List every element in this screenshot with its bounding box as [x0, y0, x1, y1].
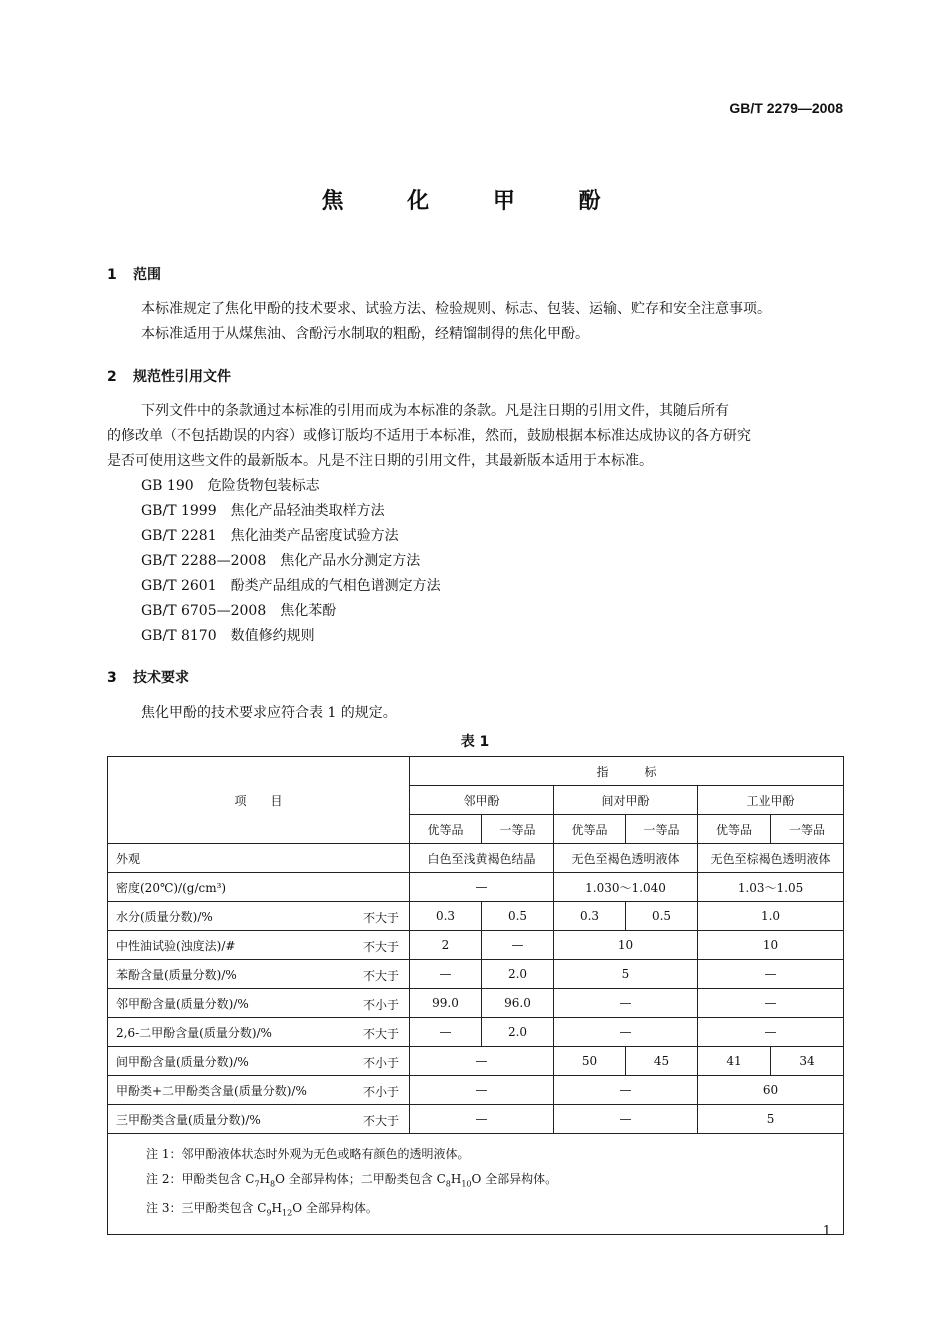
- table-cell: —: [698, 989, 844, 1018]
- table-row: [108, 1047, 844, 1076]
- scope-paragraph-1: 本标准规定了焦化甲酚的技术要求、试验方法、检验规则、标志、包装、运输、贮存和安全注意事项。: [141, 301, 771, 317]
- limit-qualifier: 不大于: [362, 911, 399, 925]
- table-cell: 0.3: [410, 902, 482, 931]
- limit-qualifier: 不小于: [362, 1085, 399, 1099]
- table-cell: 2: [410, 931, 482, 960]
- section-number: 3: [107, 670, 117, 686]
- table-row: [108, 960, 844, 989]
- row-label-text: 三甲酚类含量(质量分数)/%: [116, 1112, 261, 1127]
- page-number: 1: [822, 1224, 831, 1239]
- table-cell: 34: [771, 1047, 844, 1076]
- table-cell: 45: [626, 1047, 698, 1076]
- table-row: [108, 844, 844, 873]
- note-text: 注 2：甲酚类包含 C: [146, 1172, 255, 1186]
- reference-item: [141, 499, 385, 524]
- grade-header: 优等品: [698, 815, 771, 844]
- row-label-text: 中性油试验(浊度法)/#: [116, 938, 236, 953]
- table-row: [108, 931, 844, 960]
- table-cell: 1.030～1.040: [554, 873, 698, 902]
- limit-qualifier: 不大于: [362, 940, 399, 954]
- table-cell: 0.3: [554, 902, 626, 931]
- table-cell: 5: [554, 960, 698, 989]
- section-number: 2: [107, 369, 117, 385]
- table-cell: 2.0: [482, 1018, 554, 1047]
- table-row: [108, 1018, 844, 1047]
- grade-header: 一等品: [626, 815, 698, 844]
- scope-paragraph-2: 本标准适用于从煤焦油、含酚污水制取的粗酚，经精馏制得的焦化甲酚。: [141, 326, 589, 342]
- table-cell: 1.03～1.05: [698, 873, 844, 902]
- section-number: 1: [107, 267, 117, 283]
- reference-item: [141, 524, 399, 549]
- limit-qualifier: 不小于: [362, 1056, 399, 1070]
- table-cell: —: [410, 1105, 554, 1134]
- table-cell: 10: [698, 931, 844, 960]
- table-note-1: 注 1：邻甲酚液体状态时外观为无色或略有颜色的透明液体。: [146, 1147, 470, 1161]
- note-subscript: 7: [254, 1179, 260, 1189]
- note-text: H: [271, 1201, 283, 1216]
- limit-qualifier: 不小于: [362, 998, 399, 1012]
- table-cell: 无色至棕褐色透明液体: [698, 844, 844, 873]
- row-label: [108, 902, 410, 931]
- table-cell: —: [482, 931, 554, 960]
- note-text: O 全部异构体；二甲酚类包含 C: [275, 1172, 446, 1186]
- table-cell: —: [410, 873, 554, 902]
- limit-qualifier: 不大于: [362, 1027, 399, 1041]
- reference-code: GB/T 6705—2008: [141, 603, 267, 619]
- references-intro-line-3: 是否可使用这些文件的最新版本。凡是不注日期的引用文件，其最新版本适用于本标准。: [107, 453, 653, 469]
- reference-item: [141, 474, 320, 499]
- document-title: 焦 化 甲 酚: [321, 189, 629, 214]
- reference-name: 焦化产品轻油类取样方法: [230, 503, 385, 519]
- section-title: 规范性引用文件: [133, 369, 231, 385]
- limit-qualifier: 不大于: [362, 969, 399, 983]
- group-header: 邻甲酚: [410, 786, 554, 815]
- section-1-heading: [107, 264, 161, 284]
- note-subscript: 9: [266, 1208, 272, 1218]
- standard-code: GB/T 2279—2008: [729, 100, 843, 116]
- table-cell: 96.0: [482, 989, 554, 1018]
- reference-code: GB/T 2281: [141, 528, 217, 544]
- table-row: [108, 989, 844, 1018]
- reference-item: [141, 574, 441, 599]
- note-subscript: 12: [282, 1208, 293, 1218]
- reference-name: 危险货物包装标志: [207, 478, 320, 494]
- note-subscript: 10: [461, 1179, 472, 1189]
- row-label: [108, 1018, 410, 1047]
- table-cell: —: [554, 1076, 698, 1105]
- row-label-text: 2,6-二甲酚含量(质量分数)/%: [116, 1025, 272, 1040]
- table-row: [108, 1105, 844, 1134]
- table-cell: 无色至褐色透明液体: [554, 844, 698, 873]
- table-cell: 5: [698, 1105, 844, 1134]
- row-label: [108, 1047, 410, 1076]
- reference-name: 焦化产品水分测定方法: [280, 553, 421, 569]
- table-row: [108, 1076, 844, 1105]
- row-label: 外观: [108, 844, 410, 873]
- group-header: 工业甲酚: [698, 786, 844, 815]
- table-header-row: [108, 757, 844, 786]
- row-label: [108, 989, 410, 1018]
- reference-name: 焦化苯酚: [280, 603, 337, 619]
- table-cell: 1.0: [698, 902, 844, 931]
- reference-code: GB/T 2288—2008: [141, 553, 267, 569]
- reference-code: GB 190: [141, 478, 194, 494]
- indicator-header: 指 标: [410, 757, 844, 786]
- table-cell: —: [410, 1018, 482, 1047]
- grade-header: 一等品: [771, 815, 844, 844]
- row-label: [108, 960, 410, 989]
- row-label-text: 间甲酚含量(质量分数)/%: [116, 1054, 249, 1069]
- references-intro-line-2: 的修改单（不包括勘误的内容）或修订版均不适用于本标准，然而，鼓励根据本标准达成协议的各方研究: [107, 428, 751, 444]
- row-label-text: 水分(质量分数)/%: [116, 909, 213, 924]
- table-cell: 41: [698, 1047, 771, 1076]
- group-header: 间对甲酚: [554, 786, 698, 815]
- reference-code: GB/T 8170: [141, 628, 217, 644]
- spec-table: [107, 756, 844, 1235]
- reference-item: [141, 624, 315, 649]
- table-cell: —: [410, 1076, 554, 1105]
- note-text: H: [259, 1172, 271, 1186]
- table-cell: 50: [554, 1047, 626, 1076]
- note-subscript: 8: [270, 1179, 276, 1189]
- row-label: [108, 1105, 410, 1134]
- note-text: H: [450, 1172, 462, 1186]
- table-note-2: [146, 1167, 843, 1196]
- note-subscript: 8: [445, 1179, 451, 1189]
- row-label-text: 甲酚类+二甲酚类含量(质量分数)/%: [116, 1083, 307, 1098]
- reference-code: GB/T 2601: [141, 578, 217, 594]
- table-cell: —: [554, 1105, 698, 1134]
- grade-header: 优等品: [410, 815, 482, 844]
- table-cell: —: [698, 1018, 844, 1047]
- table-cell: 2.0: [482, 960, 554, 989]
- reference-item: [141, 599, 336, 624]
- table-note-3: [146, 1196, 843, 1225]
- table-cell: 白色至浅黄褐色结晶: [410, 844, 554, 873]
- table-cell: —: [554, 1018, 698, 1047]
- reference-code: GB/T 1999: [141, 503, 217, 519]
- table-row: [108, 902, 844, 931]
- table-cell: 99.0: [410, 989, 482, 1018]
- grade-header: 优等品: [554, 815, 626, 844]
- table-cell: —: [410, 960, 482, 989]
- table-notes-row: [108, 1134, 844, 1235]
- table-notes: [108, 1134, 844, 1235]
- table-cell: 0.5: [482, 902, 554, 931]
- row-label-text: 邻甲酚含量(质量分数)/%: [116, 996, 249, 1011]
- reference-name: 数值修约规则: [230, 628, 315, 644]
- section-title: 技术要求: [133, 670, 189, 686]
- reference-item: [141, 549, 420, 574]
- row-label: [108, 931, 410, 960]
- table-cell: —: [554, 989, 698, 1018]
- grade-header: 一等品: [482, 815, 554, 844]
- row-label: 密度(20℃)/(g/cm³): [108, 873, 410, 902]
- note-text: O 全部异构体。: [292, 1201, 378, 1216]
- section-3-heading: [107, 667, 189, 687]
- table-caption: 表 1: [460, 734, 490, 750]
- table-cell: 0.5: [626, 902, 698, 931]
- note-text: 注 3：三甲酚类包含 C: [146, 1201, 267, 1216]
- reference-name: 酚类产品组成的气相色谱测定方法: [230, 578, 441, 594]
- reference-name: 焦化油类产品密度试验方法: [230, 528, 399, 544]
- item-header: 项 目: [108, 757, 410, 844]
- table-cell: —: [698, 960, 844, 989]
- requirements-paragraph: 焦化甲酚的技术要求应符合表 1 的规定。: [141, 705, 397, 721]
- limit-qualifier: 不大于: [362, 1114, 399, 1128]
- note-text: O 全部异构体。: [471, 1172, 558, 1186]
- table-row: [108, 873, 844, 902]
- references-intro-line-1: 下列文件中的条款通过本标准的引用而成为本标准的条款。凡是注日期的引用文件，其随后所有: [141, 403, 729, 419]
- table-cell: 10: [554, 931, 698, 960]
- row-label: [108, 1076, 410, 1105]
- section-2-heading: [107, 366, 231, 386]
- row-label-text: 苯酚含量(质量分数)/%: [116, 967, 237, 982]
- table-cell: 60: [698, 1076, 844, 1105]
- table-cell: —: [410, 1047, 554, 1076]
- section-title: 范围: [133, 267, 161, 283]
